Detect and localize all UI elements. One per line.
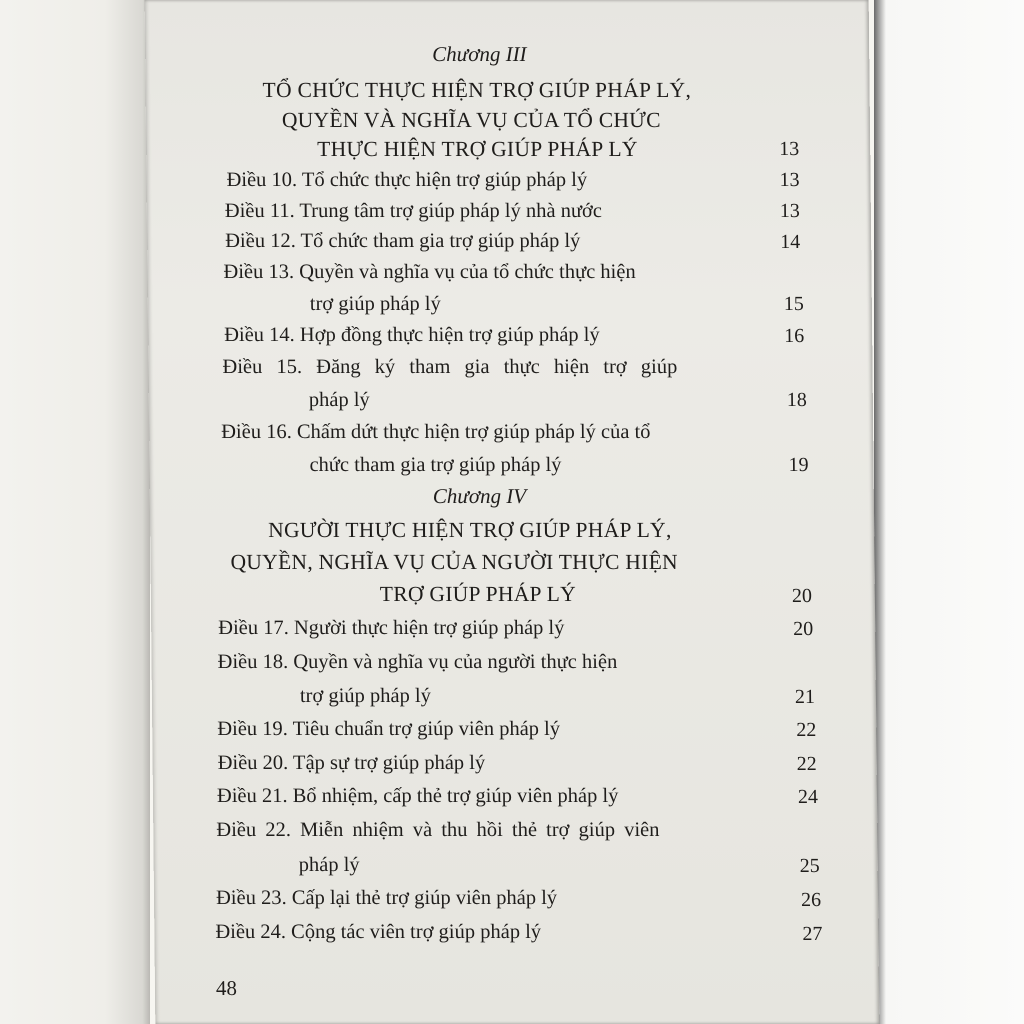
chapter-heading-line: QUYỀN VÀ NGHĨA VỤ CỦA TỔ CHỨC xyxy=(281,108,661,132)
page-number: 48 xyxy=(215,976,238,1000)
toc-entry-title: Điều 22. Miễn nhiệm và thu hồi thẻ trợ giúp viên xyxy=(216,819,660,841)
toc-entry-title-continued: pháp lý xyxy=(308,389,370,411)
toc-entry-title-continued: pháp lý xyxy=(298,854,360,876)
toc-entry-title-continued: trợ giúp pháp lý xyxy=(309,293,441,315)
toc-entry-page: 27 xyxy=(802,923,823,945)
toc-entry-page: 24 xyxy=(797,786,819,808)
toc-entry-title: Điều 19. Tiêu chuẩn trợ giúp viên pháp lý xyxy=(217,718,561,740)
toc-entry-title: Điều 20. Tập sự trợ giúp pháp lý xyxy=(217,752,486,774)
toc-entry-page: 22 xyxy=(796,719,817,741)
chapter-heading-line: QUYỀN, NGHĨA VỤ CỦA NGƯỜI THỰC HIỆN xyxy=(230,550,679,574)
toc-entry-title: Điều 23. Cấp lại thẻ trợ giúp viên pháp lý xyxy=(215,887,558,909)
chapter-label: Chương IV xyxy=(432,484,527,508)
chapter-heading-line: TRỢ GIÚP PHÁP LÝ xyxy=(379,582,577,606)
toc-entry-title-continued: trợ giúp pháp lý xyxy=(299,685,432,707)
toc-entry-title: Điều 16. Chấm dứt thực hiện trợ giúp pháp lý của tổ xyxy=(221,421,651,443)
toc-entry-page: 19 xyxy=(788,454,809,476)
chapter-page-number: 20 xyxy=(791,585,812,607)
book-page xyxy=(145,0,880,1024)
toc-entry-page: 18 xyxy=(786,389,807,411)
chapter-heading-line: THỰC HIỆN TRỢ GIÚP PHÁP LÝ xyxy=(317,137,638,161)
toc-entry-page: 22 xyxy=(796,753,817,775)
chapter-label: Chương III xyxy=(432,42,527,66)
toc-entry-title: Điều 14. Hợp đồng thực hiện trợ giúp pháp lý xyxy=(224,324,600,346)
chapter-heading-line: TỔ CHỨC THỰC HIỆN TRỢ GIÚP PHÁP LÝ, xyxy=(262,78,692,102)
toc-entry-page: 16 xyxy=(784,325,805,347)
chapter-heading-line: NGƯỜI THỰC HIỆN TRỢ GIÚP PHÁP LÝ, xyxy=(268,518,672,542)
toc-entry-title: Điều 15. Đăng ký tham gia thực hiện trợ giúp xyxy=(222,356,678,378)
toc-entry-page: 13 xyxy=(779,169,800,191)
background-left xyxy=(0,0,150,1024)
toc-entry-title: Điều 13. Quyền và nghĩa vụ của tổ chức thực hiện xyxy=(223,261,636,283)
toc-entry-page: 15 xyxy=(783,293,804,315)
toc-entry-page: 14 xyxy=(780,231,801,253)
toc-entry-page: 25 xyxy=(799,855,820,877)
toc-entry-page: 20 xyxy=(793,618,814,640)
background-right xyxy=(874,0,1024,1024)
toc-entry-title: Điều 18. Quyền và nghĩa vụ của người thực hiện xyxy=(217,651,618,673)
toc-entry-title: Điều 24. Cộng tác viên trợ giúp pháp lý xyxy=(215,921,542,943)
toc-entry-page: 13 xyxy=(779,200,800,222)
chapter-page-number: 13 xyxy=(779,138,800,160)
toc-entry-title: Điều 12. Tổ chức tham gia trợ giúp pháp lý xyxy=(225,230,581,252)
toc-entry-title: Điều 17. Người thực hiện trợ giúp pháp lý xyxy=(218,617,565,639)
toc-entry-title-continued: chức tham gia trợ giúp pháp lý xyxy=(309,454,562,476)
toc-entry-page: 26 xyxy=(800,889,822,911)
toc-entry-title: Điều 21. Bổ nhiệm, cấp thẻ trợ giúp viên pháp lý xyxy=(216,785,619,807)
toc-entry-title: Điều 11. Trung tâm trợ giúp pháp lý nhà nước xyxy=(224,200,603,222)
toc-entry-title: Điều 10. Tổ chức thực hiện trợ giúp pháp lý xyxy=(226,169,588,191)
toc-entry-page: 21 xyxy=(794,686,816,708)
